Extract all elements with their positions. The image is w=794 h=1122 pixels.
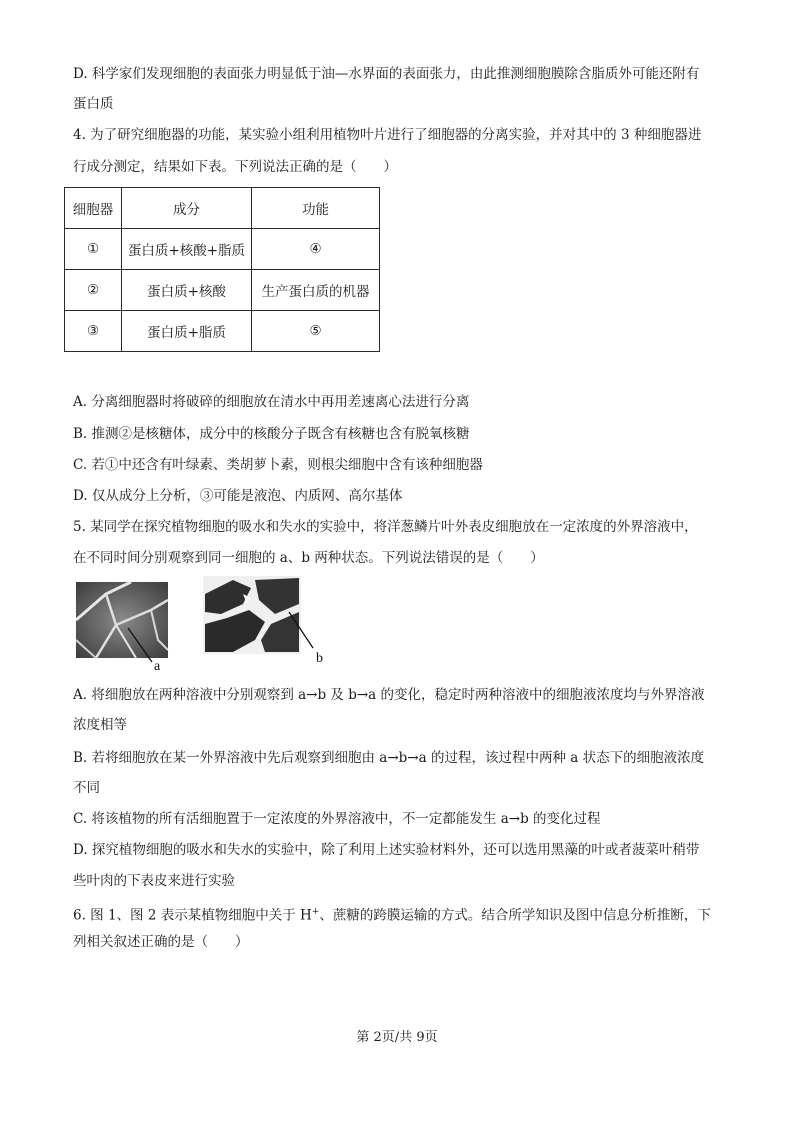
figure-label-a: a [154, 659, 161, 672]
question-4-option-d: D. 仅从成分上分析，③可能是液泡、内质网、高尔基体 [73, 488, 403, 504]
table-cell: ① [65, 229, 122, 270]
question-5-option-a-line1: A. 将细胞放在两种溶液中分别观察到 a→b 及 b→a 的变化，稳定时两种溶液中的细胞液浓度均与外界溶液 [73, 687, 705, 703]
table-row [65, 311, 380, 352]
question-4-option-b: B. 推测②是核糖体，成分中的核酸分子既含有核糖也含有脱氧核糖 [73, 426, 470, 442]
table-header-cell: 功能 [252, 188, 380, 229]
table-header-cell: 细胞器 [65, 188, 122, 229]
table-row [65, 270, 380, 311]
question-6-text-post: 、蔗糖的跨膜运输的方式。结合所学知识及图中信息分析推断，下 [319, 907, 711, 924]
table-header-cell: 成分 [122, 188, 252, 229]
question-5-option-d-line2: 些叶肉的下表皮来进行实验 [73, 873, 235, 889]
table-row [65, 229, 380, 270]
figure-label-b: b [316, 651, 323, 666]
question-5-option-b-line1: B. 若将细胞放在某一外界溶液中先后观察到细胞由 a→b→a 的过程，该过程中两种 a 状态下的细胞液浓度 [73, 750, 705, 766]
question-5-option-d-line1: D. 探究植物细胞的吸水和失水的实验中，除了利用上述实验材料外，还可以选用黑藻的叶或者菠菜叶稍带 [73, 842, 700, 858]
table-cell: ⑤ [252, 311, 380, 352]
question-4-line2: 行成分测定，结果如下表。下列说法正确的是（ ） [73, 159, 397, 175]
organelle-table [64, 187, 380, 352]
table-cell: ③ [65, 311, 122, 352]
question-4-option-c: C. 若①中还含有叶绿素、类胡萝卜素，则根尖细胞中含有该种细胞器 [73, 457, 483, 473]
table-cell: 生产蛋白质的机器 [252, 270, 380, 311]
option-d-line2: 蛋白质 [73, 96, 114, 112]
table-cell: ② [65, 270, 122, 311]
question-4-line1: 4. 为了研究细胞器的功能，某实验小组利用植物叶片进行了细胞器的分离实验，并对其中的 3 种细胞器进 [73, 127, 702, 143]
table-header-row [65, 188, 380, 229]
option-d-line1: D. 科学家们发现细胞的表面张力明显低于油—水界面的表面张力，由此推测细胞膜除含脂质外可能还附有 [73, 66, 700, 82]
page-footer: 第 2页/共 9页 [356, 1030, 438, 1045]
question-5-option-a-line2: 浓度相等 [73, 717, 127, 733]
question-6-line2: 列相关叙述正确的是（ ） [73, 934, 249, 950]
question-5-option-b-line2: 不同 [73, 780, 100, 796]
table-cell: 蛋白质+核酸 [122, 270, 252, 311]
question-6-text-pre: 6. 图 1、图 2 表示某植物细胞中关于 H [73, 907, 312, 924]
question-5-option-c: C. 将该植物的所有活细胞置于一定浓度的外界溶液中，不一定都能发生 a→b 的变化过程 [73, 811, 601, 827]
question-6-line1 [73, 902, 711, 926]
table-cell: ④ [252, 229, 380, 270]
table-cell: 蛋白质+核酸+脂质 [122, 229, 252, 270]
table-cell: 蛋白质+脂质 [122, 311, 252, 352]
question-4-option-a: A. 分离细胞器时将破碎的细胞放在清水中再用差速离心法进行分离 [73, 394, 470, 410]
hydrogen-ion-charge: + [311, 907, 320, 917]
cell-state-a-image [76, 580, 176, 672]
cell-state-b-image [203, 574, 333, 666]
question-5-line1: 5. 某同学在探究植物细胞的吸水和失水的实验中，将洋葱鳞片叶外表皮细胞放在一定浓度的外界溶液中， [73, 519, 698, 535]
question-5-line2: 在不同时间分别观察到同一细胞的 a、b 两种状态。下列说法错误的是（ ） [73, 550, 544, 566]
